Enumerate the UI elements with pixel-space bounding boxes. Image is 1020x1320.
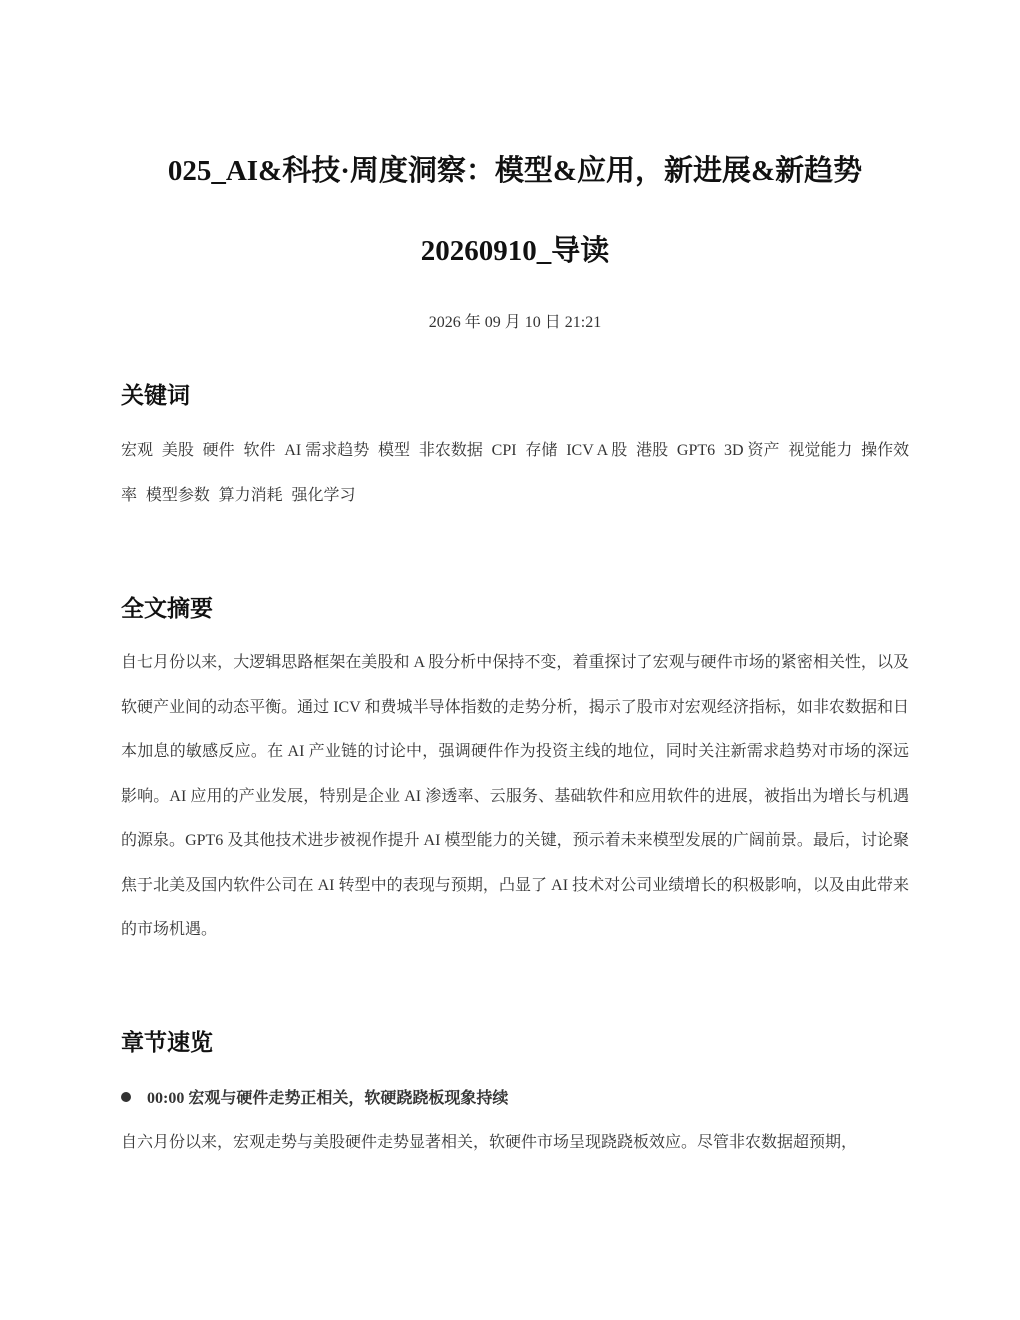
keyword: GPT6 [676, 442, 716, 459]
keyword: 宏观 [121, 442, 154, 459]
chapter-text: 自六月份以来，宏观走势与美股硬件走势显著相关，软硬件市场呈现跷跷板效应。尽管非农数据超预期， [121, 1134, 858, 1151]
keyword: 软件 [243, 442, 276, 459]
keyword: 视觉能力 [788, 442, 853, 459]
keyword: 港股 [636, 442, 669, 459]
keyword: 美股 [161, 442, 194, 459]
chapter-title: 00:00 宏观与硬件走势正相关，软硬跷跷板现象持续 [147, 1090, 509, 1107]
keyword: 操作效率 [121, 442, 910, 504]
document-date: 2026 年 09 月 10 日 21:21 [428, 314, 602, 331]
bullet-icon [121, 1092, 131, 1102]
summary-heading: 全文摘要 [121, 596, 213, 622]
keyword: ICV A 股 [566, 442, 628, 459]
keyword: 存储 [525, 442, 558, 459]
keywords-list [121, 429, 909, 518]
keyword: 3D 资产 [723, 442, 780, 459]
keyword: 强化学习 [291, 486, 356, 504]
summary-text: 自七月份以来，大逻辑思路框架在美股和 A 股分析中保持不变，着重探讨了宏观与硬件市场的紧密相关性，以及软硬产业间的动态平衡。通过 ICV 和费城半导体指数的走势分析，揭示了股市对宏观经济指标，如非农数据和日本加息的敏感反应。在 AI 产业链的讨论中，强调硬件作为投资主线的地位，同时关注新需求趋势对市场的深远影响。AI 应用的产业发展，特别是企业 AI 渗透率、云服务、基础软件和应用软件的进展，被指出为增长与机遇的源泉。GPT6 及其他技术进步被视作提升 AI 模型能力的关键，预示着未来模型发展的广阔前景。最后，讨论聚焦于北美及国内软件公司在 AI 转型中的表现与预期，凸显了 AI 技术对公司业绩增长的积极影响，以及由此带来的市场机遇。 [121, 654, 909, 938]
keyword: 非农数据 [418, 442, 483, 459]
keyword: 硬件 [202, 442, 235, 459]
document-title: 025_AI&科技·周度洞察：模型&应用，新进展&新趋势 [167, 155, 863, 187]
keywords-heading: 关键词 [121, 383, 190, 409]
document-subtitle: 20260910_导读 [420, 235, 610, 267]
keyword: AI 需求趋势 [284, 442, 370, 459]
keyword: 模型 [378, 442, 411, 459]
keyword: 模型参数 [145, 486, 210, 504]
chapter-item [121, 1084, 909, 1114]
keyword: CPI [491, 442, 517, 459]
chapters-heading: 章节速览 [121, 1030, 213, 1056]
keyword: 算力消耗 [218, 486, 283, 504]
